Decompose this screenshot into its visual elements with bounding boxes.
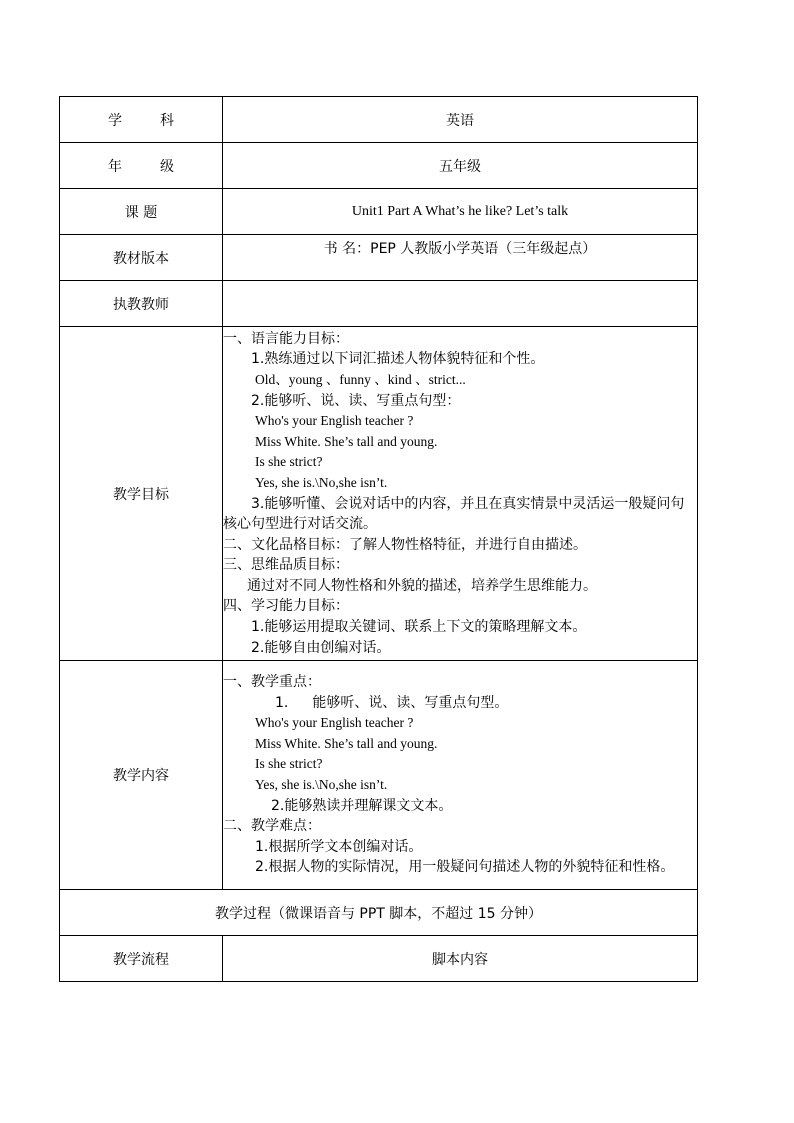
content-content — [223, 661, 698, 890]
content-line: Is she strict? — [255, 756, 323, 772]
content-line: Yes, she is.\No,she isn’t. — [255, 777, 388, 792]
objectives-line: Old、young 、funny 、kind 、strict... — [255, 371, 466, 387]
objectives-line: 三、思维品质目标： — [223, 557, 349, 574]
teacher-value — [223, 281, 698, 327]
row-grade — [60, 143, 698, 189]
teacher-label: 执教教师 — [60, 281, 223, 327]
objectives-content — [223, 327, 698, 661]
objectives-line: 2.能够自由创编对话。 — [251, 639, 391, 656]
row-process — [60, 890, 698, 936]
content-line: 一、教学重点： — [223, 674, 321, 691]
content-line: Who's your English teacher ? — [255, 715, 414, 731]
objectives-line: 二、文化品格目标：了解人物性格特征，并进行自由描述。 — [223, 536, 587, 553]
row-objectives — [60, 327, 698, 661]
content-line: 二、教学难点： — [223, 818, 321, 835]
content-line: 2.能够熟读并理解课文文本。 — [271, 797, 453, 814]
row-content — [60, 661, 698, 890]
content-line: 2.根据人物的实际情况，用一般疑问句描述人物的外貌特征和性格。 — [255, 859, 675, 876]
textbook-value: 书 名：PEP 人教版小学英语（三年级起点） — [223, 235, 698, 281]
row-flow — [60, 936, 698, 982]
objectives-label: 教学目标 — [60, 327, 223, 661]
objectives-line: 1.能够运用提取关键词、联系上下文的策略理解文本。 — [251, 619, 587, 636]
objectives-line: 1.熟练通过以下词汇描述人物体貌特征和个性。 — [251, 351, 545, 368]
content-label: 教学内容 — [60, 661, 223, 890]
process-header: 教学过程（微课语音与 PPT 脚本，不超过 15 分钟） — [60, 890, 698, 936]
content-line: Miss White. She’s tall and young. — [255, 735, 438, 751]
row-teacher — [60, 281, 698, 327]
subject-label: 学 科 — [60, 97, 223, 143]
row-subject — [60, 97, 698, 143]
content-line: 1. 能够听、说、读、写重点句型。 — [275, 694, 509, 711]
flow-label: 教学流程 — [60, 936, 223, 982]
objectives-line: 2.能够听、说、读、写重点句型： — [251, 392, 461, 409]
objectives-line: 一、语言能力目标： — [223, 330, 349, 347]
row-topic — [60, 189, 698, 235]
subject-value: 英语 — [223, 97, 698, 143]
grade-label: 年 级 — [60, 143, 223, 189]
topic-label: 课 题 — [60, 189, 223, 235]
objectives-line: Miss White. She’s tall and young. — [255, 433, 438, 449]
grade-value: 五年级 — [223, 143, 698, 189]
topic-value: Unit1 Part A What’s he like? Let’s talk — [223, 189, 698, 235]
lesson-plan-table — [59, 96, 698, 982]
objectives-line: 四、学习能力目标： — [223, 598, 349, 615]
objectives-line: 通过对不同人物性格和外貌的描述，培养学生思维能力。 — [247, 577, 597, 594]
textbook-label: 教材版本 — [60, 235, 223, 281]
objectives-line: 3.能够听懂、会说对话中的内容，并且在真实情景中灵活运一般疑问句核心句型进行对话交流。 — [223, 495, 685, 533]
row-textbook — [60, 235, 698, 281]
objectives-line: Is she strict? — [255, 454, 323, 470]
objectives-line: Who's your English teacher ? — [255, 413, 414, 429]
content-line: 1.根据所学文本创编对话。 — [255, 838, 423, 855]
objectives-line: Yes, she is.\No,she isn’t. — [255, 474, 388, 490]
flow-value: 脚本内容 — [223, 936, 698, 982]
